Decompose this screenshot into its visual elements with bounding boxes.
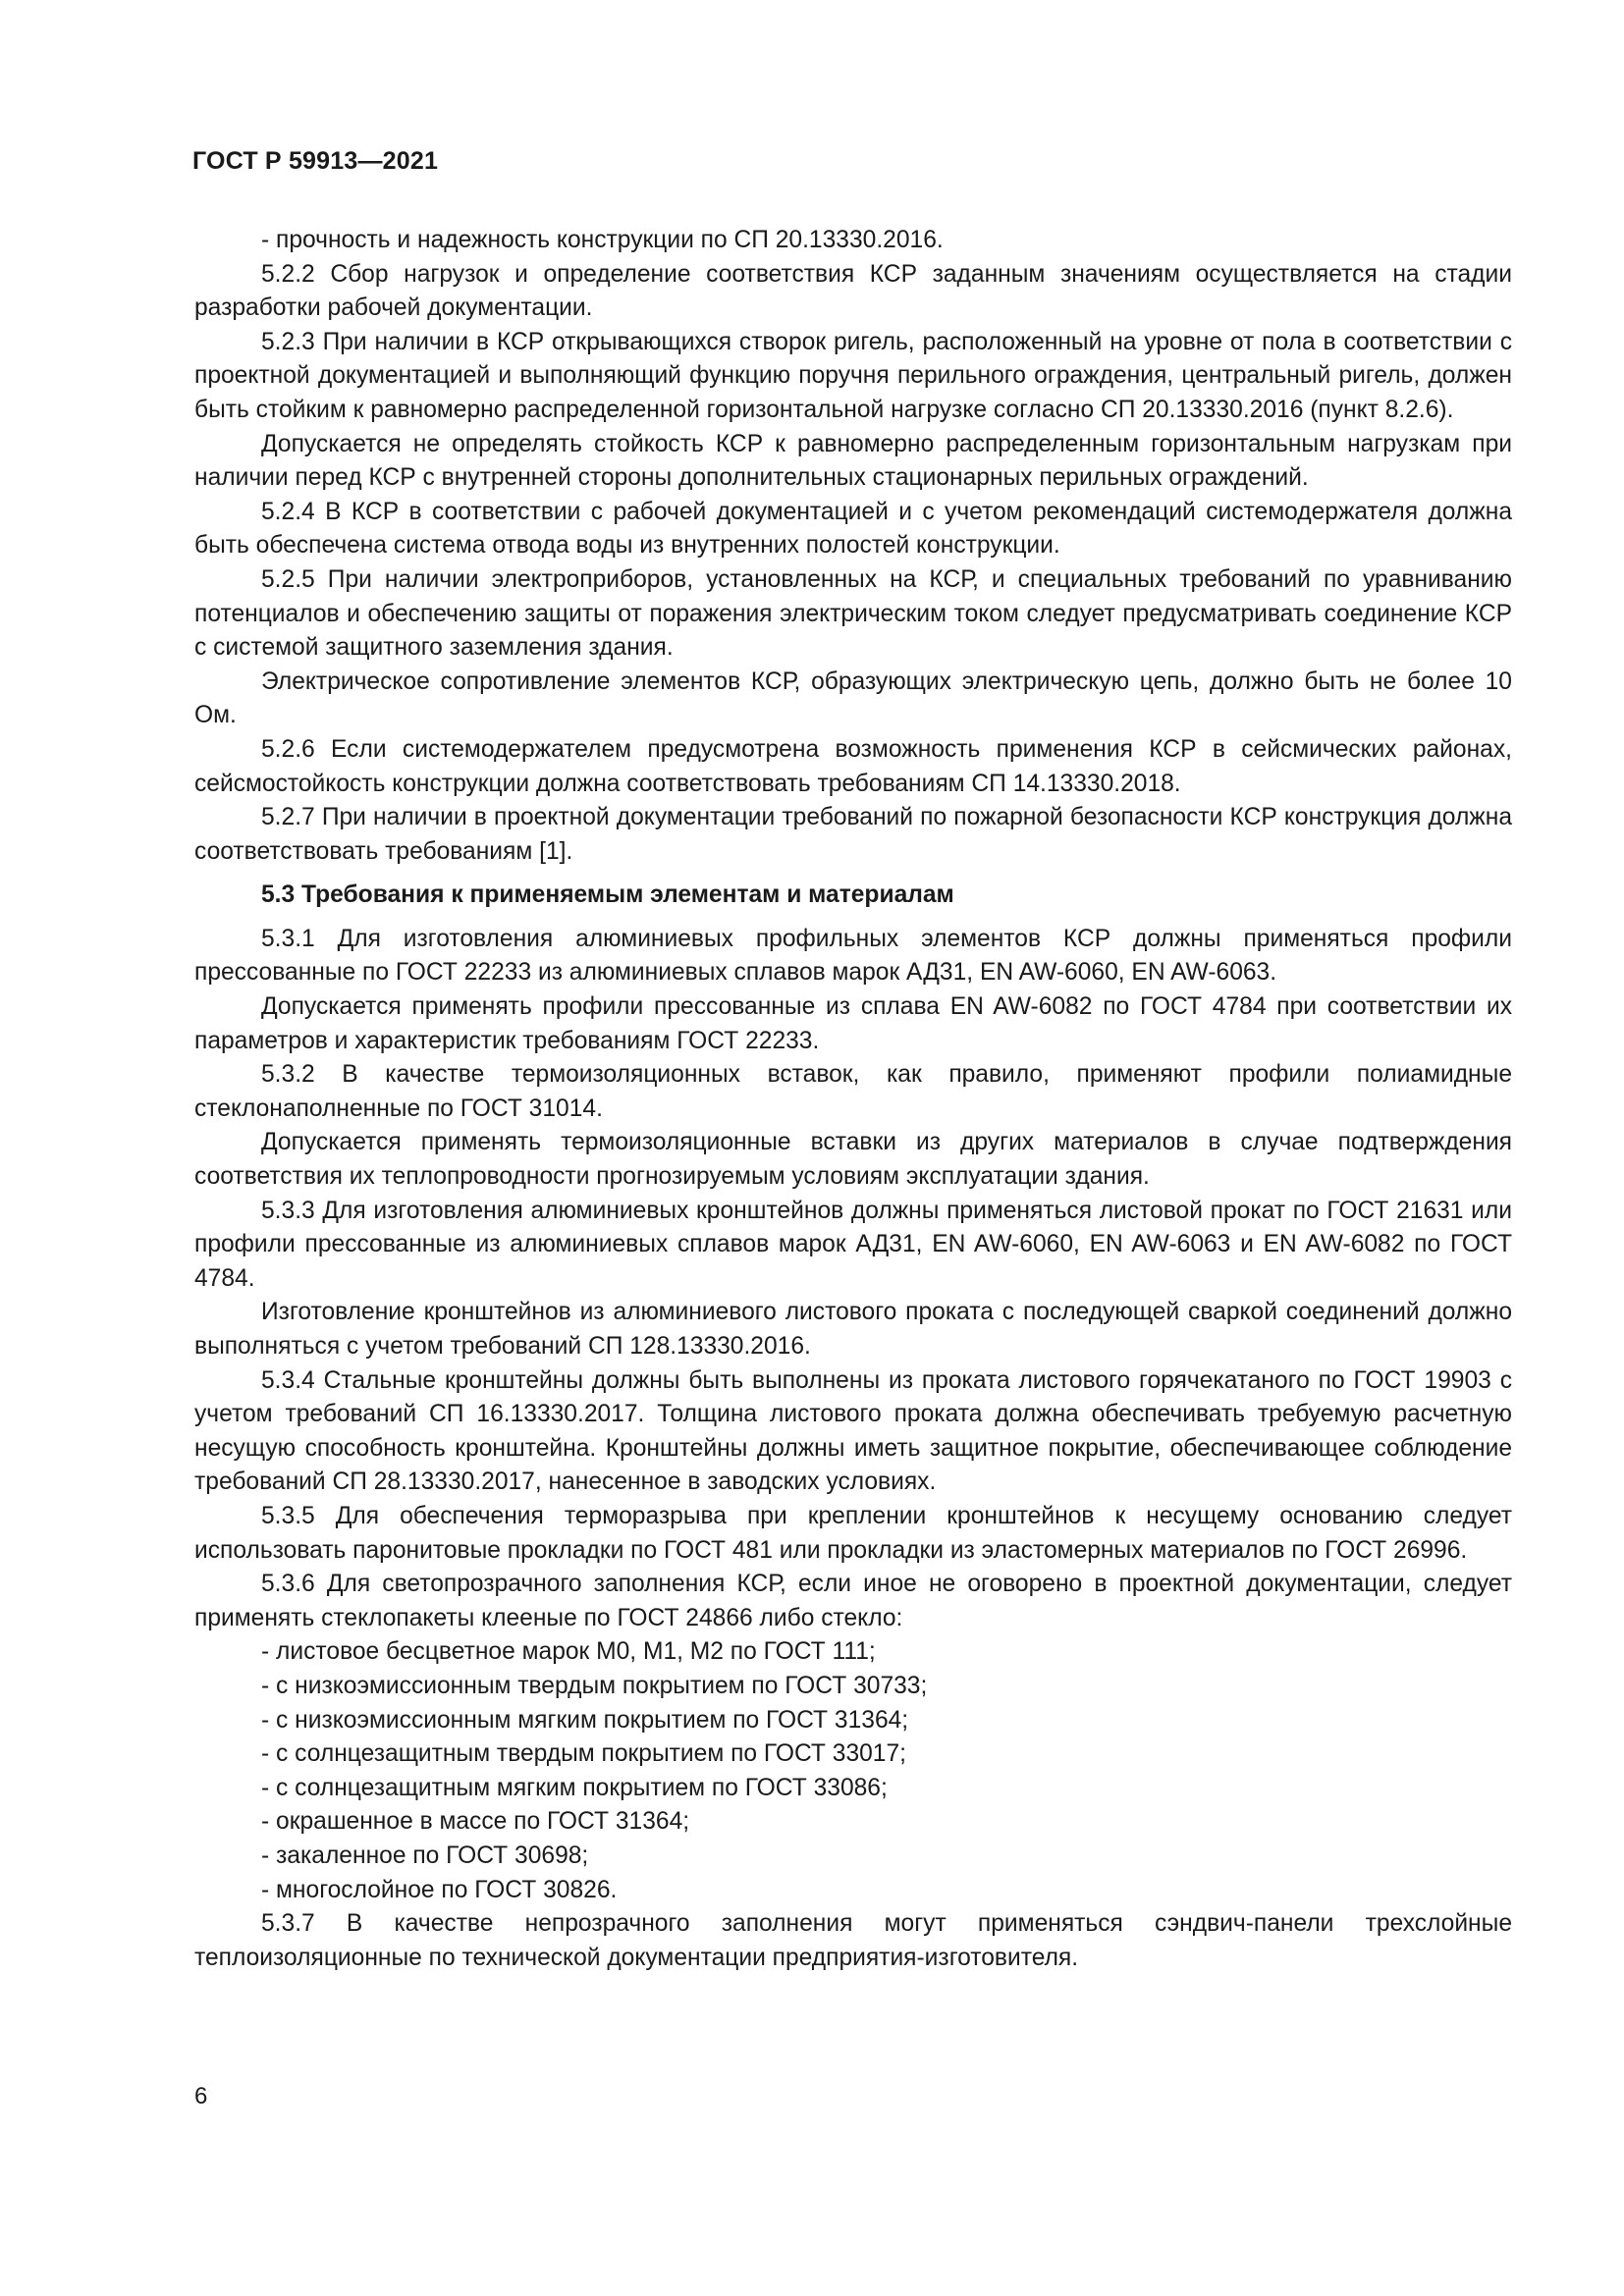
list-item: - с солнцезащитным мягким покрытием по ГОСТ 33086; [261, 1774, 888, 1801]
paragraph: 5.3.5 Для обеспечения терморазрыва при креплении кронштейнов к несущему основанию следует использовать паронитовые прокладки по ГОСТ 481 или прокладки из эластомерных материалов по ГОСТ 26996. [194, 1502, 1512, 1564]
paragraph: 5.3.7 В качестве непрозрачного заполнения могут применяться сэндвич-панели трехслойные теплоизоляционные по технической документации предприятия-изготовителя. [194, 1910, 1512, 1971]
paragraph: 5.3.6 Для светопрозрачного заполнения КСР, если иное не оговорено в проектной документации, следует применять стеклопакеты клееные по ГОСТ 24866 либо стекло: [194, 1571, 1512, 1631]
list-item: - с солнцезащитным твердым покрытием по ГОСТ 33017; [261, 1740, 906, 1768]
list-item: - листовое бесцветное марок М0, М1, М2 по ГОСТ 111; [261, 1638, 876, 1666]
paragraph: 5.3.2 В качестве термоизоляционных вставок, как правило, применяют профили полиамидные стеклонаполненные по ГОСТ 31014. [194, 1061, 1512, 1122]
paragraph: 5.2.6 Если системодержателем предусмотрена возможность применения КСР в сейсмических районах, сейсмостойкость конструкции должна соответствовать требованиям СП 14.13330.2018. [194, 735, 1512, 797]
paragraph: 5.2.4 В КСР в соответствии с рабочей документацией и с учетом рекомендаций системодержателя должна быть обеспечена система отвода воды из внутренних полостей конструкции. [194, 498, 1512, 560]
paragraph: Допускается применять профили прессованные из сплава EN AW-6082 по ГОСТ 4784 при соответствии их параметров и характеристик требованиям ГОСТ 22233. [194, 993, 1512, 1054]
paragraph: 5.2.7 При наличии в проектной документации требований по пожарной безопасности КСР конструкция должна соответствовать требованиям [1]. [194, 804, 1512, 865]
section-heading: 5.3 Требования к применяемым элементам и материалам [261, 881, 954, 909]
list-item: - с низкоэмиссионным твердым покрытием по ГОСТ 30733; [261, 1672, 928, 1699]
paragraph: 5.2.5 При наличии электроприборов, установленных на КСР, и специальных требований по уравниванию потенциалов и обеспечению защиты от поражения электрическим током следует предусматривать соединение КСР с системой защитного заземления здания. [194, 565, 1512, 662]
list-item: - многослойное по ГОСТ 30826. [261, 1876, 618, 1903]
paragraph: Изготовление кронштейнов из алюминиевого листового проката с последующей сваркой соединений должно выполняться с учетом требований СП 128.13330.2016. [194, 1299, 1512, 1360]
paragraph: 5.2.2 Сбор нагрузок и определение соответствия КСР заданным значениям осуществляется на стадии разработки рабочей документации. [194, 260, 1512, 322]
list-item: - окрашенное в массе по ГОСТ 31364; [261, 1808, 690, 1836]
paragraph: 5.3.4 Стальные кронштейны должны быть выполнены из проката листового горячекатаного по ГОСТ 19903 с учетом требований СП 16.13330.2017. Толщина листового проката должна обеспечивать требуемую расчетную несущую способность кронштейна. Кронштейны должны иметь защитное покрытие, обеспечивающее соблюдение требований СП 28.13330.2017, нанесенное в заводских условиях. [194, 1366, 1512, 1496]
paragraph: 5.3.3 Для изготовления алюминиевых кронштейнов должны применяться листовой прокат по ГОСТ 21631 или профили прессованные из алюминиевых сплавов марок АД31, EN AW-6060, EN AW-6063 и EN AW-6082 по ГОСТ 4784. [194, 1197, 1512, 1292]
document-header: ГОСТ Р 59913—2021 [192, 147, 439, 175]
paragraph: Допускается применять термоизоляционные вставки из других материалов в случае подтверждения соответствия их теплопроводности прогнозируемым условиям эксплуатации здания. [194, 1129, 1512, 1191]
page-number: 6 [194, 2083, 208, 2109]
list-item: - закаленное по ГОСТ 30698; [261, 1842, 589, 1869]
document-body [194, 224, 1512, 1975]
paragraph: - прочность и надежность конструкции по СП 20.13330.2016. [261, 227, 944, 253]
paragraph: 5.2.3 При наличии в КСР открывающихся створок ригель, расположенный на уровне от пола в соответствии с проектной документацией и выполняющий функцию поручня перильного ограждения, центральный ригель, должен быть стойким к равномерно распределенной горизонтальной нагрузке согласно СП 20.13330.2016 (пункт 8.2.6). [194, 328, 1512, 423]
paragraph: 5.3.1 Для изготовления алюминиевых профильных элементов КСР должны применяться профили прессованные по ГОСТ 22233 из алюминиевых сплавов марок АД31, EN AW-6060, EN AW-6063. [194, 925, 1512, 987]
list-item: - с низкоэмиссионным мягким покрытием по ГОСТ 31364; [261, 1706, 909, 1734]
paragraph: Электрическое сопротивление элементов КСР, образующих электрическую цепь, должно быть не более 10 Ом. [194, 667, 1512, 729]
paragraph: Допускается не определять стойкость КСР к равномерно распределенным горизонтальным нагрузкам при наличии перед КСР с внутренней стороны дополнительных стационарных перильных ограждений. [194, 430, 1512, 492]
